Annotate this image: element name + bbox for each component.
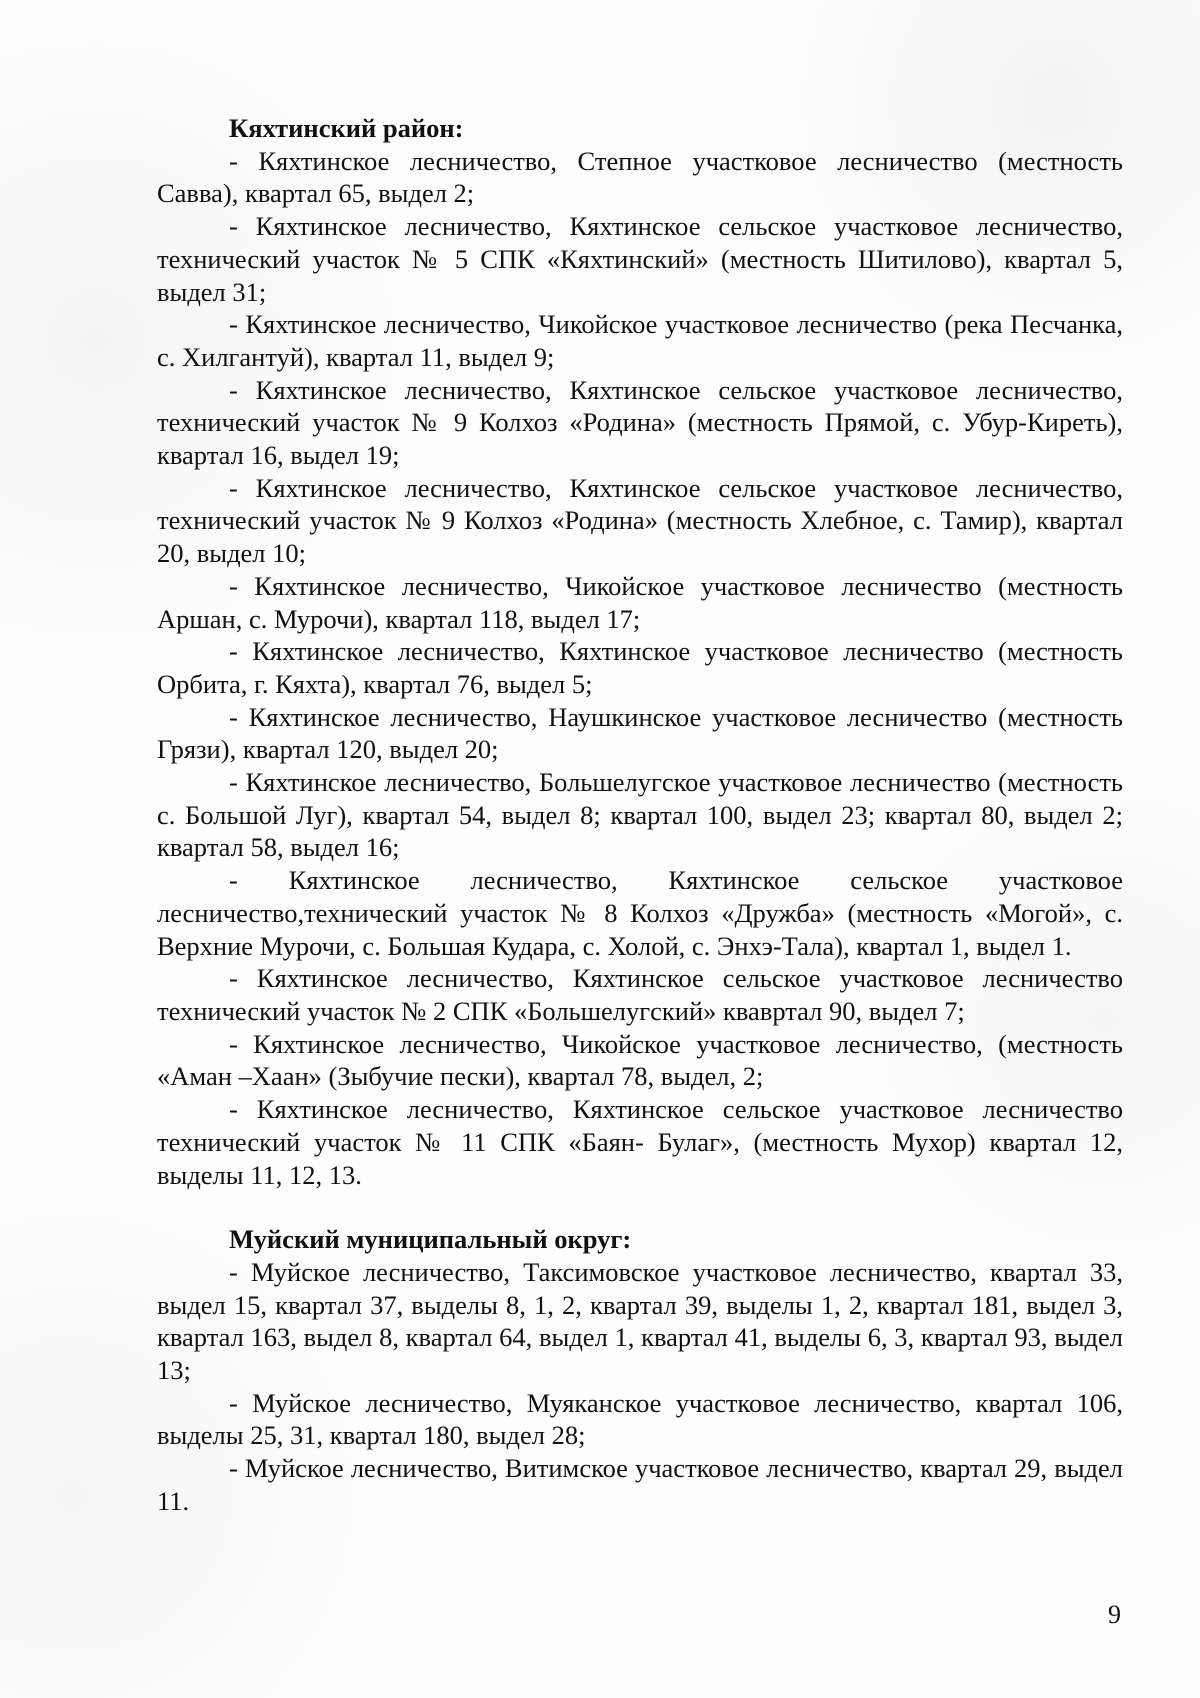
list-item: - Кяхтинское лесничество, Кяхтинское сельское участковое лесничество,технический участок № 8 Колхоз «Дружба» (местность «Могой», с. Верхние Мурочи, с. Большая Кудара, с. Холой, с. Энхэ-Тала), квартал 1, выдел 1.: [157, 865, 1123, 961]
list-item: - Кяхтинское лесничество, Большелугское участковое лесничество (местность с. Большой Луг), квартал 54, выдел 8; квартал 100, выдел 23; квартал 80, выдел 2; квартал 58, выдел 16;: [157, 767, 1123, 863]
list-item: - Кяхтинское лесничество, Чикойское участковое лесничество, (местность «Аман –Хаан» (Зыбучие пески), квартал 78, выдел, 2;: [157, 1028, 1123, 1092]
list-item: - Кяхтинское лесничество, Наушкинское участковое лесничество (местность Грязи), квартал 120, выдел 20;: [157, 701, 1123, 765]
list-item: - Кяхтинское лесничество, Кяхтинское сельское участковое лесничество, технический участок № 9 Колхоз «Родина» (местность Прямой, с. Убур-Киреть), квартал 16, выдел 19;: [157, 374, 1123, 471]
list-item: - Кяхтинское лесничество, Кяхтинское сельское участковое лесничество, технический участок № 9 Колхоз «Родина» (местность Хлебное, с. Тамир), квартал 20, выдел 10;: [157, 472, 1123, 569]
list-item: - Кяхтинское лесничество, Степное участковое лесничество (местность Савва), квартал 65, выдел 2;: [157, 145, 1123, 209]
section-heading: Муйский муниципальный округ:: [229, 1224, 632, 1255]
list-item: - Муйское лесничество, Муяканское участковое лесничество, квартал 106, выделы 25, 31, квартал 180, выдел 28;: [157, 1387, 1123, 1451]
list-item: - Кяхтинское лесничество, Чикойское участковое лесничество (местность Аршан, с. Мурочи), квартал 118, выдел 17;: [157, 570, 1123, 634]
list-item: - Муйское лесничество, Таксимовское участковое лесничество, квартал 33, выдел 15, квартал 37, выделы 8, 1, 2, квартал 39, выделы 1, 2, квартал 181, выдел 3, квартал 163, выдел 8, квартал 64, выдел 1, квартал 41, выделы 6, 3, квартал 93, выдел 13;: [157, 1256, 1123, 1386]
list-item: - Кяхтинское лесничество, Кяхтинское сельское участковое лесничество технический участок № 2 СПК «Большелугский» квавртал 90, выдел 7;: [157, 963, 1123, 1026]
list-item: - Муйское лесничество, Витимское участковое лесничество, квартал 29, выдел 11.: [157, 1453, 1123, 1516]
list-item: - Кяхтинское лесничество, Чикойское участковое лесничество (река Песчанка, с. Хилгантуй), квартал 11, выдел 9;: [157, 309, 1123, 372]
list-item: - Кяхтинское лесничество, Кяхтинское сельское участковое лесничество, технический участок № 5 СПК «Кяхтинский» (местность Шитилово), квартал 5, выдел 31;: [157, 211, 1123, 307]
list-item: - Кяхтинское лесничество, Кяхтинское участковое лесничество (местность Орбита, г. Кяхта), квартал 76, выдел 5;: [157, 636, 1123, 699]
list-item: - Кяхтинское лесничество, Кяхтинское сельское участковое лесничество технический участок № 11 СПК «Баян- Булаг», (местность Мухор) квартал 12, выделы 11, 12, 13.: [157, 1094, 1123, 1190]
section-muya-municipal-district: [157, 1223, 1123, 1517]
page-number: 9: [1108, 1600, 1121, 1629]
section-kyakhta-district: [157, 112, 1123, 1191]
document-body: [157, 112, 1123, 1518]
section-heading: Кяхтинский район:: [229, 113, 464, 143]
